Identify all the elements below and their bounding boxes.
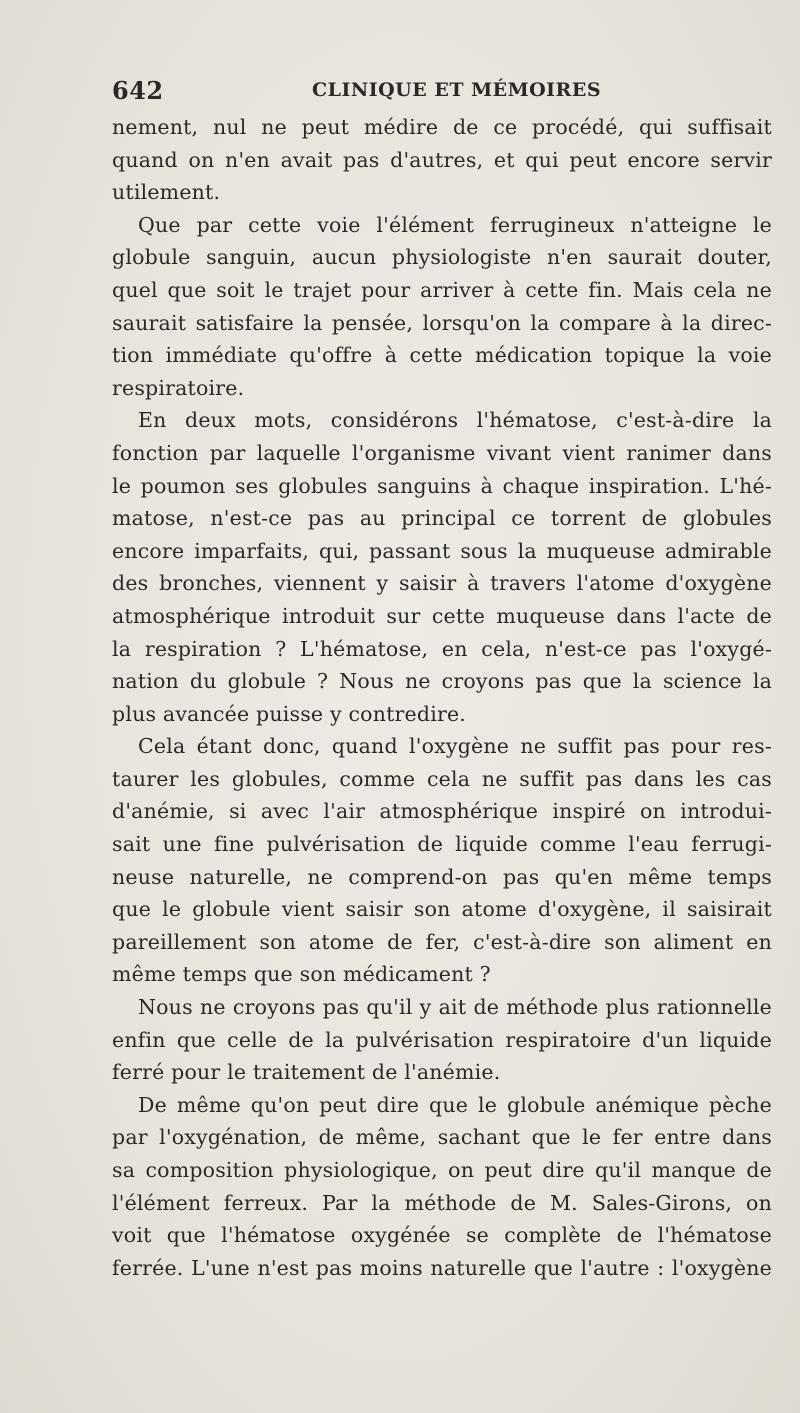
text-line: globule sanguin, aucun physiologiste n'en saurait douter, bbox=[112, 245, 772, 270]
text-line: même temps que son médicament ? bbox=[112, 962, 491, 987]
text-line: atmosphérique introduit sur cette muqueuse dans l'acte de bbox=[112, 603, 772, 628]
text-line: fonction par laquelle l'organisme vivant vient ranimer dans bbox=[112, 440, 772, 465]
text-line: neuse naturelle, ne comprend-on pas qu'en même temps bbox=[112, 864, 772, 889]
text-line: nement, nul ne peut médire de ce procédé, qui suffisait bbox=[112, 115, 772, 139]
text-line: En deux mots, considérons l'hématose, c'est-à-dire la bbox=[138, 408, 772, 433]
text-line: De même qu'on peut dire que le globule anémique pèche bbox=[138, 1092, 772, 1117]
running-head: CLINIQUE ET MÉMOIRES bbox=[312, 79, 602, 101]
text-line: voit que l'hématose oxygénée se complète de l'hématose bbox=[112, 1223, 772, 1248]
text-line: nation du globule ? Nous ne croyons pas que la science la bbox=[112, 669, 772, 694]
text-line: par l'oxygénation, de même, sachant que le fer entre dans bbox=[112, 1125, 772, 1150]
page-number: 642 bbox=[112, 76, 164, 105]
text-line: Que par cette voie l'élément ferrugineux n'atteigne le bbox=[138, 212, 772, 237]
text-line: le poumon ses globules sanguins à chaque inspiration. L'hé- bbox=[112, 473, 772, 498]
text-line: quel que soit le trajet pour arriver à cette fin. Mais cela ne bbox=[112, 277, 772, 302]
text-line: plus avancée puisse y contredire. bbox=[112, 701, 466, 726]
text-line: enfin que celle de la pulvérisation respiratoire d'un liquide bbox=[112, 1027, 772, 1052]
text-line: taurer les globules, comme cela ne suffit pas dans les cas bbox=[112, 766, 772, 791]
text-line: Cela étant donc, quand l'oxygène ne suffit pas pour res- bbox=[138, 734, 772, 759]
text-line: sa composition physiologique, on peut dire qu'il manque de bbox=[112, 1158, 772, 1182]
text-line: matose, n'est-ce pas au principal ce torrent de globules bbox=[112, 506, 772, 531]
text-line: que le globule vient saisir son atome d'oxygène, il saisirait bbox=[112, 897, 772, 922]
text-line: des bronches, viennent y saisir à travers l'atome d'oxygène bbox=[112, 571, 772, 596]
text-line: saurait satisfaire la pensée, lorsqu'on la compare à la direc- bbox=[112, 310, 772, 335]
text-line: la respiration ? L'hématose, en cela, n'est-ce pas l'oxygé- bbox=[112, 636, 772, 661]
text-line: Nous ne croyons pas qu'il y ait de méthode plus rationnelle bbox=[138, 995, 772, 1020]
text-line: tion immédiate qu'offre à cette médication topique la voie bbox=[112, 343, 772, 368]
text-line: ferrée. L'une n'est pas moins naturelle que l'autre : l'oxygène bbox=[112, 1255, 772, 1280]
text-line: quand on n'en avait pas d'autres, et qui peut encore servir bbox=[112, 147, 772, 172]
body-text bbox=[112, 111, 772, 1284]
text-line: respiratoire. bbox=[112, 375, 245, 400]
text-line: encore imparfaits, qui, passant sous la muqueuse admirable bbox=[112, 538, 772, 563]
text-line: d'anémie, si avec l'air atmosphérique inspiré on introdui- bbox=[112, 799, 772, 824]
text-line: sait une fine pulvérisation de liquide comme l'eau ferrugi- bbox=[112, 832, 772, 857]
text-line: l'élément ferreux. Par la méthode de M. Sales-Girons, on bbox=[112, 1190, 772, 1215]
page-header bbox=[112, 76, 684, 106]
text-line: ferré pour le traitement de l'anémie. bbox=[112, 1060, 501, 1085]
text-line: utilement. bbox=[112, 180, 221, 205]
text-line: pareillement son atome de fer, c'est-à-dire son aliment en bbox=[112, 929, 772, 954]
